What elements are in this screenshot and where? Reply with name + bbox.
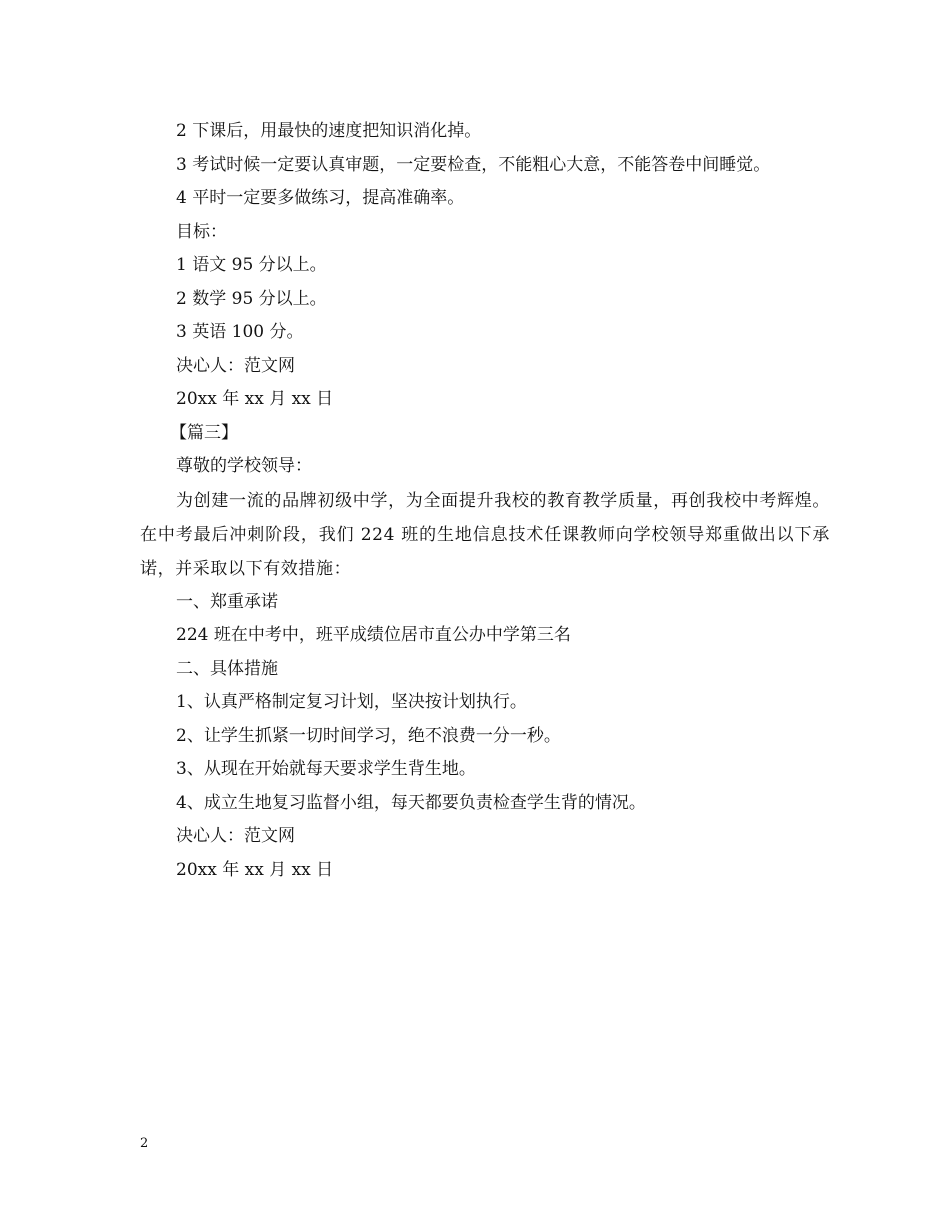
goals-heading: 目标：	[176, 221, 227, 242]
date-line: 20xx 年 xx 月 xx 日	[176, 389, 334, 409]
measure-item: 4、成立生地复习监督小组，每天都要负责检查学生背的情况。	[176, 792, 646, 813]
text-line: 224 班在中考中，班平成绩位居市直公办中学第三名	[176, 625, 571, 645]
section-title: 二、具体措施	[176, 658, 278, 679]
measure-item: 2、让学生抓紧一切时间学习，绝不浪费一分一秒。	[176, 725, 561, 746]
text-line: 2 下课后，用最快的速度把知识消化掉。	[176, 121, 482, 141]
signature-line: 决心人：范文网	[176, 355, 295, 376]
document-body	[140, 115, 830, 887]
page-number: 2	[140, 1136, 149, 1151]
salutation: 尊敬的学校领导：	[176, 456, 312, 476]
text-line: 3 考试时候一定要认真审题，一定要检查，不能粗心大意，不能答卷中间睡觉。	[176, 154, 771, 175]
goal-item: 1 语文 95 分以上。	[176, 255, 327, 275]
text-line: 4 平时一定要多做练习，提高准确率。	[176, 188, 465, 208]
section-title: 一、郑重承诺	[176, 591, 278, 612]
measure-item: 1、认真严格制定复习计划，坚决按计划执行。	[176, 692, 527, 712]
signature-line: 决心人：范文网	[176, 826, 295, 846]
goal-item: 2 数学 95 分以上。	[176, 288, 327, 309]
section-heading: 【篇三】	[170, 422, 238, 443]
goal-item: 3 英语 100 分。	[176, 322, 304, 342]
measure-item: 3、从现在开始就每天要求学生背生地。	[176, 759, 476, 779]
intro-paragraph: 为创建一流的品牌初级中学，为全面提升我校的教育教学质量，再创我校中考辉煌。在中考最后冲刺阶段，我们 224 班的生地信息技术任课教师向学校领导郑重做出以下承诺，并采取以下有效措施：	[140, 490, 830, 579]
date-line: 20xx 年 xx 月 xx 日	[176, 859, 334, 880]
